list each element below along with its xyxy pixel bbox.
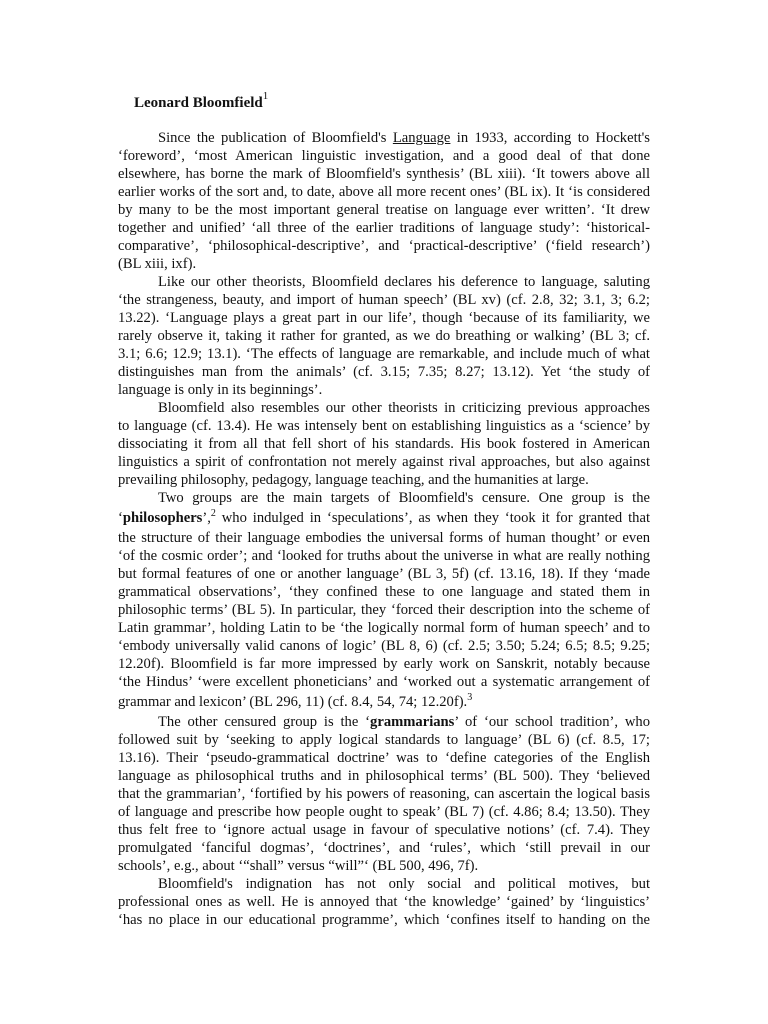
text-line: but formal features of one or another language’ (BL 3, 5f) (cf. 13.16, 18). If they ‘made — [118, 566, 650, 582]
page-title — [134, 88, 268, 113]
text-line: to language (cf. 13.4). He was intensely bent on establishing linguistics as a ‘science’ by — [118, 418, 650, 434]
body-text — [118, 129, 650, 929]
text-line: thus felt free to ‘ignore actual usage in favour of speculative notions’ (cf. 7.4). They — [118, 822, 650, 838]
text-line: Two groups are the main targets of Bloomfield's censure. One group is the — [158, 490, 650, 506]
paragraph — [118, 399, 650, 489]
text-line: 3.1; 6.6; 12.9; 13.1). ‘The effects of language are remarkable, and include much of what — [118, 346, 650, 362]
text-line: Since the publication of Bloomfield's Language in 1933, according to Hockett's — [158, 130, 650, 146]
text-line: earlier works of the sort and, to date, above all more recent ones’ (BL ix). It ‘is considered — [118, 184, 650, 200]
text-line: Bloomfield's indignation has not only social and political motives, but — [158, 876, 650, 892]
paragraph — [118, 129, 650, 273]
text-line: ‘philosophers’,$^2$ who indulged in ‘speculations’, as when they ‘took it for granted that — [118, 508, 650, 526]
footnote-marker: 3 — [467, 692, 473, 703]
paragraph — [118, 713, 650, 875]
paragraph — [118, 875, 650, 929]
text-line: ‘foreword’, ‘most American linguistic investigation, and a good deal of that done — [118, 148, 650, 164]
text-line: The other censured group is the ‘grammarians’ of ‘our school tradition’, who — [158, 714, 650, 730]
text-line: 12.20f). Bloomfield is far more impressed by early work on Sanskrit, notably because — [118, 656, 650, 672]
text-line: Bloomfield also resembles our other theorists in criticizing previous approaches — [158, 400, 650, 416]
text-line: philosophic terms’ (BL 5). In particular, they ‘forced their description into the scheme of — [118, 602, 650, 618]
text-line: grammatical observations’, ‘they confined these to one language and stated them in — [118, 584, 650, 600]
text-line: the structure of their language embodies the universal forms of human thought’ or even — [118, 530, 650, 546]
text-line: language is only in its beginnings’. — [118, 382, 323, 398]
paragraph — [118, 273, 650, 399]
bold-term-grammarians: grammarians — [370, 714, 455, 730]
text-line: Latin grammar’, holding Latin to be ‘the logically normal form of human speech’ and to — [118, 620, 650, 636]
title-footnote-marker: 1 — [262, 90, 269, 102]
text-line: dissociating it from all that fell short of his standards. His book fostered in American — [118, 436, 650, 452]
text-line: ‘has no place in our educational programme’, which ‘confines itself to handing on the — [118, 912, 650, 928]
text-line: professional ones as well. He is annoyed that ‘the knowledge’ ‘gained’ by ‘linguistics’ — [118, 894, 650, 910]
text-line: rarely observe it, taking it rather for granted, as we do breathing or walking’ (BL 3; cf. — [118, 328, 650, 344]
text-line: ‘embody universally valid canons of logic’ (BL 8, 6) (cf. 2.5; 3.50; 5.24; 6.5; 8.5; 9.25; — [118, 638, 650, 654]
text-line: grammar and lexicon’ (BL 296, 11) (cf. 8.4, 54, 74; 12.20f).$^3$ — [118, 692, 473, 710]
text-line: that the grammarian’, ‘fortified by his powers of reasoning, can ascertain the logical basis — [118, 786, 650, 802]
text-line: ‘the Hindus’ ‘were excellent phoneticians’ and ‘worked out a systematic arrangement of — [118, 674, 650, 690]
text-line: comparative’, ‘philosophical-descriptive’, and ‘practical-descriptive’ (‘field research’) — [118, 238, 650, 254]
text-line: ‘the strangeness, beauty, and import of human speech’ (BL xv) (cf. 2.8, 32; 3.1, 3; 6.2; — [118, 292, 650, 308]
text-line: of language and prescribe how people ought to speak’ (BL 7) (cf. 4.86; 8.4; 13.50). They — [118, 804, 650, 820]
text-line: language as philosophical truths and in philosophical terms’ (BL 500). They ‘believed — [118, 768, 650, 784]
text-line: by many to be the most important general treatise on language ever written’. ‘It drew — [118, 202, 650, 218]
text-line: distinguishes man from the animals’ (cf. 3.15; 7.35; 8.27; 13.12). Yet ‘the study of — [118, 364, 650, 380]
paragraph — [118, 489, 650, 713]
text-line: (BL xiii, ixf). — [118, 256, 197, 272]
text-line: 13.22). ‘Language plays a great part in our life’, though ‘because of its familiarity, we — [118, 310, 650, 326]
text-line: promulgated ‘fanciful dogmas’, ‘doctrines’, and ‘rules’, which ‘still prevail in our — [118, 840, 650, 856]
text-line: linguistics a spirit of confrontation not merely against rival approaches, but also against — [118, 454, 650, 470]
text-line: together and unified’ ‘all three of the earlier traditions of language study’: ‘historical- — [118, 220, 650, 236]
text-line: Like our other theorists, Bloomfield declares his deference to language, saluting — [158, 274, 650, 290]
title-text: Leonard Bloomfield — [134, 95, 263, 111]
text-line: prevailing philosophy, pedagogy, language teaching, and the humanities at large. — [118, 472, 589, 488]
bold-term-philosophers: philosophers — [122, 510, 203, 526]
footnote-marker: 2 — [210, 508, 216, 519]
book-title-link: Language — [392, 130, 451, 146]
text-line: elsewhere, has borne the mark of Bloomfield's synthesis’ (BL xiii). ‘It towers above all — [118, 166, 650, 182]
text-line: schools’, e.g., about ‘“shall” versus “will”‘ (BL 500, 496, 7f). — [118, 858, 479, 874]
text-line: followed suit by ‘seeking to apply logical standards to language’ (BL 6) (cf. 8.5, 17; — [118, 732, 650, 748]
text-line: 13.16). Their ‘pseudo-grammatical doctrine’ was to ‘define categories of the English — [118, 750, 650, 766]
text-line: ‘of the cosmic order’; and ‘looked for truths about the universe in what are really nothing — [118, 548, 650, 564]
